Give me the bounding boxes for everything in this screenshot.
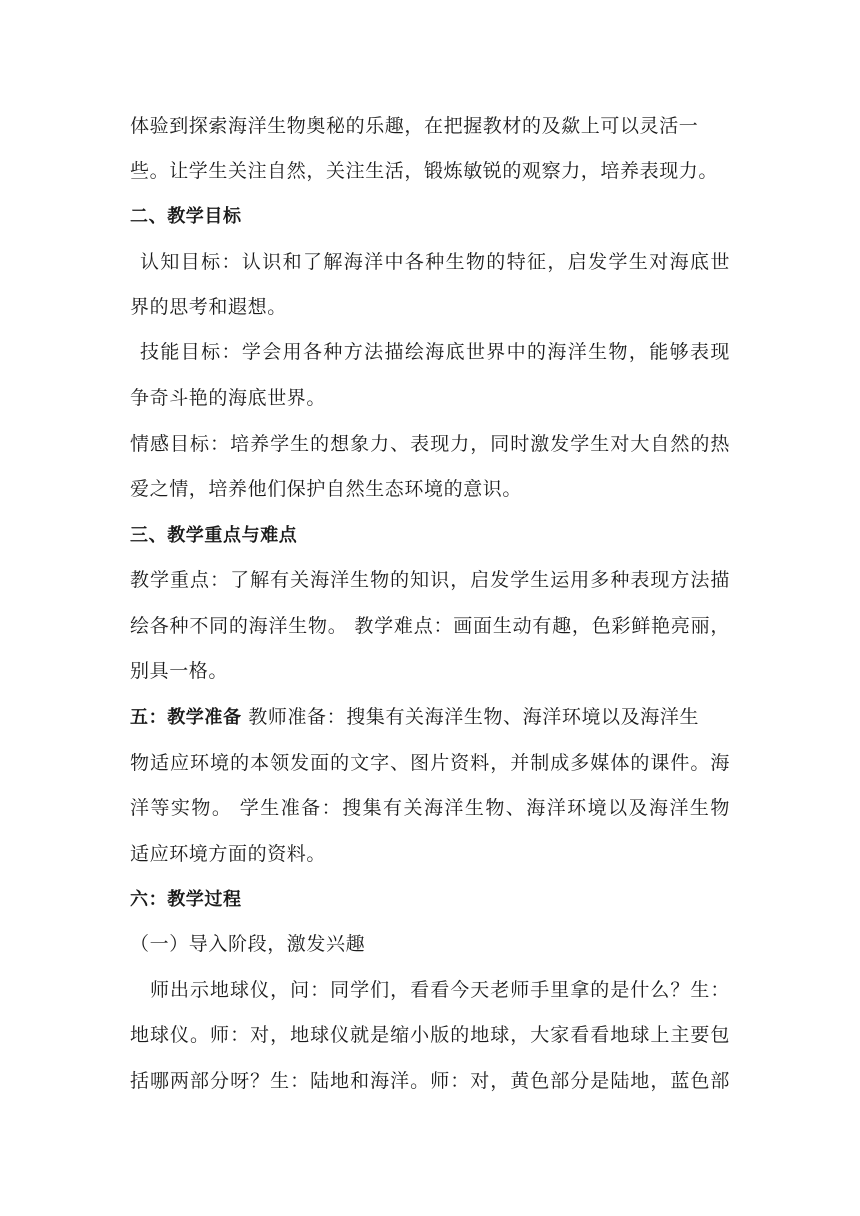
teacher-preparation-text: 教师准备：搜集有关海洋生物、海洋环境以及海洋生 <box>241 706 700 728</box>
key-points-line: 教学重点：了解有关海洋生物的知识，启发学生运用多种表现方法描 <box>130 569 730 591</box>
preparation-line: 物适应环境的本领发面的文字、图片资料，并制成多媒体的课件。海 <box>130 752 730 774</box>
process-paragraph-line: 师出示地球仪，问：同学们，看看今天老师手里拿的是什么？生： <box>150 979 730 1001</box>
emotion-goal-line: 爱之情，培养他们保护自然生态环境的意识。 <box>130 478 523 500</box>
section-heading-preparation: 五：教学准备 <box>130 707 242 728</box>
section-heading-process: 六：教学过程 <box>130 889 242 910</box>
skill-goal-line: 技能目标：学会用各种方法描绘海底世界中的海洋生物，能够表现 <box>140 341 730 363</box>
skill-goal-line: 争奇斗艳的海底世界。 <box>130 387 327 409</box>
key-points-line: 别具一格。 <box>130 660 229 682</box>
intro-line: 些。让学生关注自然，关注生活，锻炼敏锐的观察力，培养表现力。 <box>130 160 719 182</box>
preparation-line: 洋等实物。 学生准备：搜集有关海洋生物、海洋环境以及海洋生物 <box>130 797 730 819</box>
cognitive-goal-line: 认知目标：认识和了解海洋中各种生物的特征，启发学生对海底世 <box>140 251 730 273</box>
process-subheading: （一）导入阶段，激发兴趣 <box>130 933 366 955</box>
process-paragraph-line: 地球仪。师：对，地球仪就是缩小版的地球，大家看看地球上主要包 <box>130 1024 730 1046</box>
key-points-line: 绘各种不同的海洋生物。 教学难点：画面生动有趣，色彩鲜艳亮丽， <box>130 615 730 637</box>
cognitive-goal-line: 界的思考和遐想。 <box>130 296 287 318</box>
intro-line: 体验到探索海洋生物奥秘的乐趣，在把握教材的及歘上可以灵活一 <box>130 115 699 137</box>
preparation-line: 适应环境方面的资料。 <box>130 843 327 865</box>
section-heading-key-points: 三、教学重点与难点 <box>130 525 298 546</box>
preparation-first-line <box>130 699 730 736</box>
process-paragraph-line: 括哪两部分呀？生：陆地和海洋。师：对，黄色部分是陆地，蓝色部 <box>130 1070 730 1092</box>
section-heading-objectives: 二、教学目标 <box>130 206 242 227</box>
emotion-goal-line: 情感目标：培养学生的想象力、表现力，同时激发学生对大自然的热 <box>130 433 730 455</box>
